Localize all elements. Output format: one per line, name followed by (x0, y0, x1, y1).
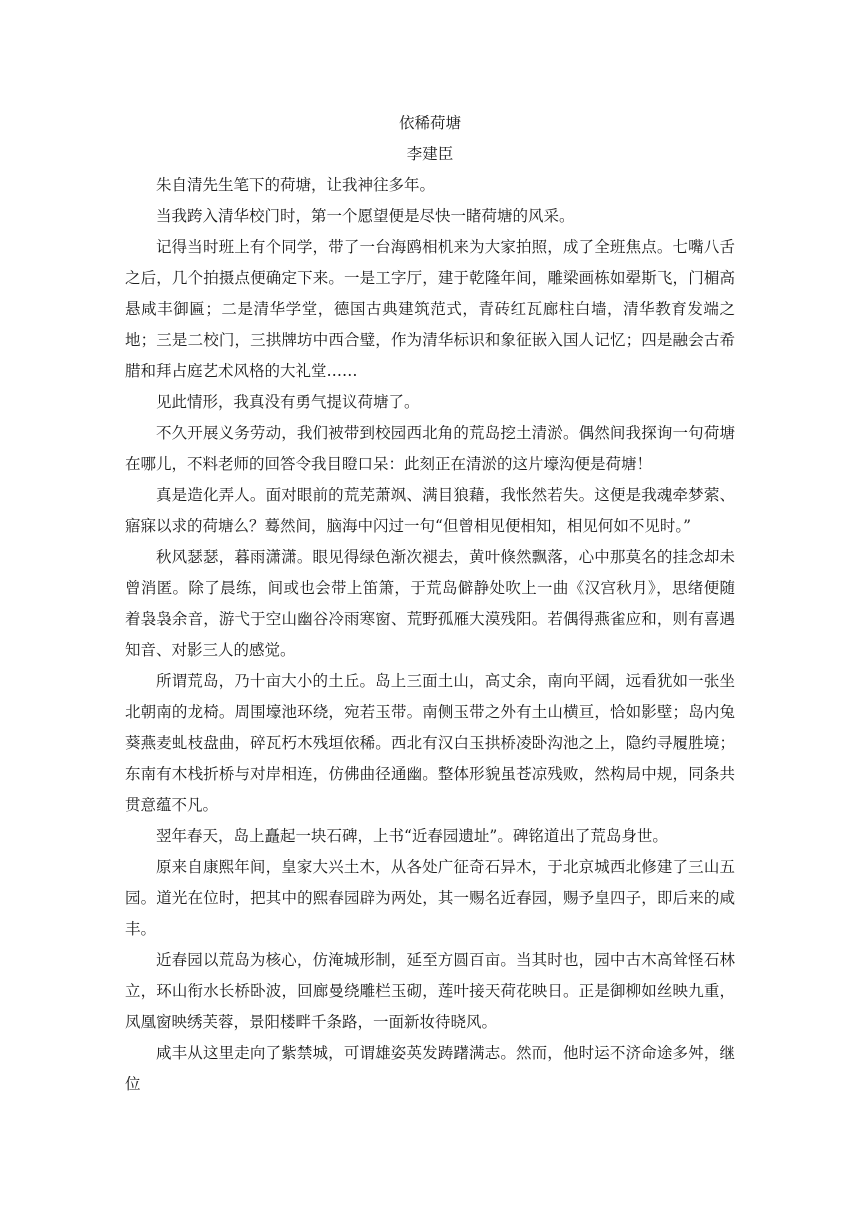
paragraph: 见此情形，我真没有勇气提议荷塘了。 (156, 393, 420, 411)
article-title: 依稀荷塘 (398, 114, 461, 132)
paragraph: 所谓荒岛，乃十亩大小的土丘。岛上三面土山，高丈余，南向平阔，远看犹如一张坐北朝南的龙椅。周围壕池环绕，宛若玉带。南侧玉带之外有土山横亘，恰如影壁；岛内兔葵燕麦虬枝盘曲，碎瓦朽木残垣依稀。西北有汉白玉拱桥凌卧沟池之上，隐约寻履胜境；东南有木栈折桥与对岸相连，仿佛曲径通幽。整体形貌虽苍凉残败，然构局中规，同条共贯意蕴不凡。 (125, 672, 735, 814)
paragraph: 翌年春天，岛上矗起一块石碑，上书“近春园遗址”。碑铭道出了荒岛身世。 (156, 827, 668, 845)
paragraph: 不久开展义务劳动，我们被带到校园西北角的荒岛挖土清淤。偶然间我探询一句荷塘在哪儿，不料老师的回答令我目瞪口呆：此刻正在清淤的这片壕沟便是荷塘！ (125, 424, 735, 473)
paragraph: 记得当时班上有个同学，带了一台海鸥相机来为大家拍照，成了全班焦点。七嘴八舌之后，几个拍摄点便确定下来。一是工字厅，建于乾隆年间，雕梁画栋如翚斯飞，门楣高悬咸丰御匾；二是清华学堂，德国古典建筑范式，青砖红瓦廊柱白墙，清华教育发端之地；三是二校门，三拱牌坊中西合璧，作为清华标识和象征嵌入国人记忆；四是融会古希腊和拜占庭艺术风格的大礼堂…… (125, 238, 735, 380)
article-body (125, 108, 735, 1100)
paragraph: 咸丰从这里走向了紫禁城，可谓雄姿英发踌躇满志。然而，他时运不济命途多舛，继位 (125, 1044, 735, 1093)
paragraph: 真是造化弄人。面对眼前的荒芜萧飒、满目狼藉，我怅然若失。这便是我魂牵梦萦、寤寐以求的荷塘么？蓦然间，脑海中闪过一句“但曾相见便相知，相见何如不见时。” (125, 486, 735, 535)
paragraph: 秋风瑟瑟，暮雨潇潇。眼见得绿色渐次褪去，黄叶倏然飘落，心中那莫名的挂念却未曾消匿。除了晨练，间或也会带上笛箫，于荒岛僻静处吹上一曲《汉宫秋月》，思绪便随着袅袅余音，游弋于空山幽谷冷雨寒窗、荒野孤雁大漠残阳。若偶得燕雀应和，则有喜遇知音、对影三人的感觉。 (125, 548, 735, 659)
paragraph: 原来自康熙年间，皇家大兴土木，从各处广征奇石异木，于北京城西北修建了三山五园。道光在位时，把其中的熙春园辟为两处，其一赐名近春园，赐予皇四子，即后来的咸丰。 (125, 858, 735, 938)
article-author: 李建臣 (406, 145, 454, 163)
paragraph: 当我跨入清华校门时，第一个愿望便是尽快一睹荷塘的风采。 (156, 207, 575, 225)
paragraph: 近春园以荒岛为核心，仿淹城形制，延至方圆百亩。当其时也，园中古木高耸怪石林立，环山衔水长桥卧波，回廊曼绕雕栏玉砌，莲叶接天荷花映日。正是御柳如丝映九重，凤凰窗映绣芙蓉，景阳楼畔千条路，一面新妆待晓风。 (125, 951, 735, 1031)
paragraph: 朱自清先生笔下的荷塘，让我神往多年。 (156, 176, 436, 194)
